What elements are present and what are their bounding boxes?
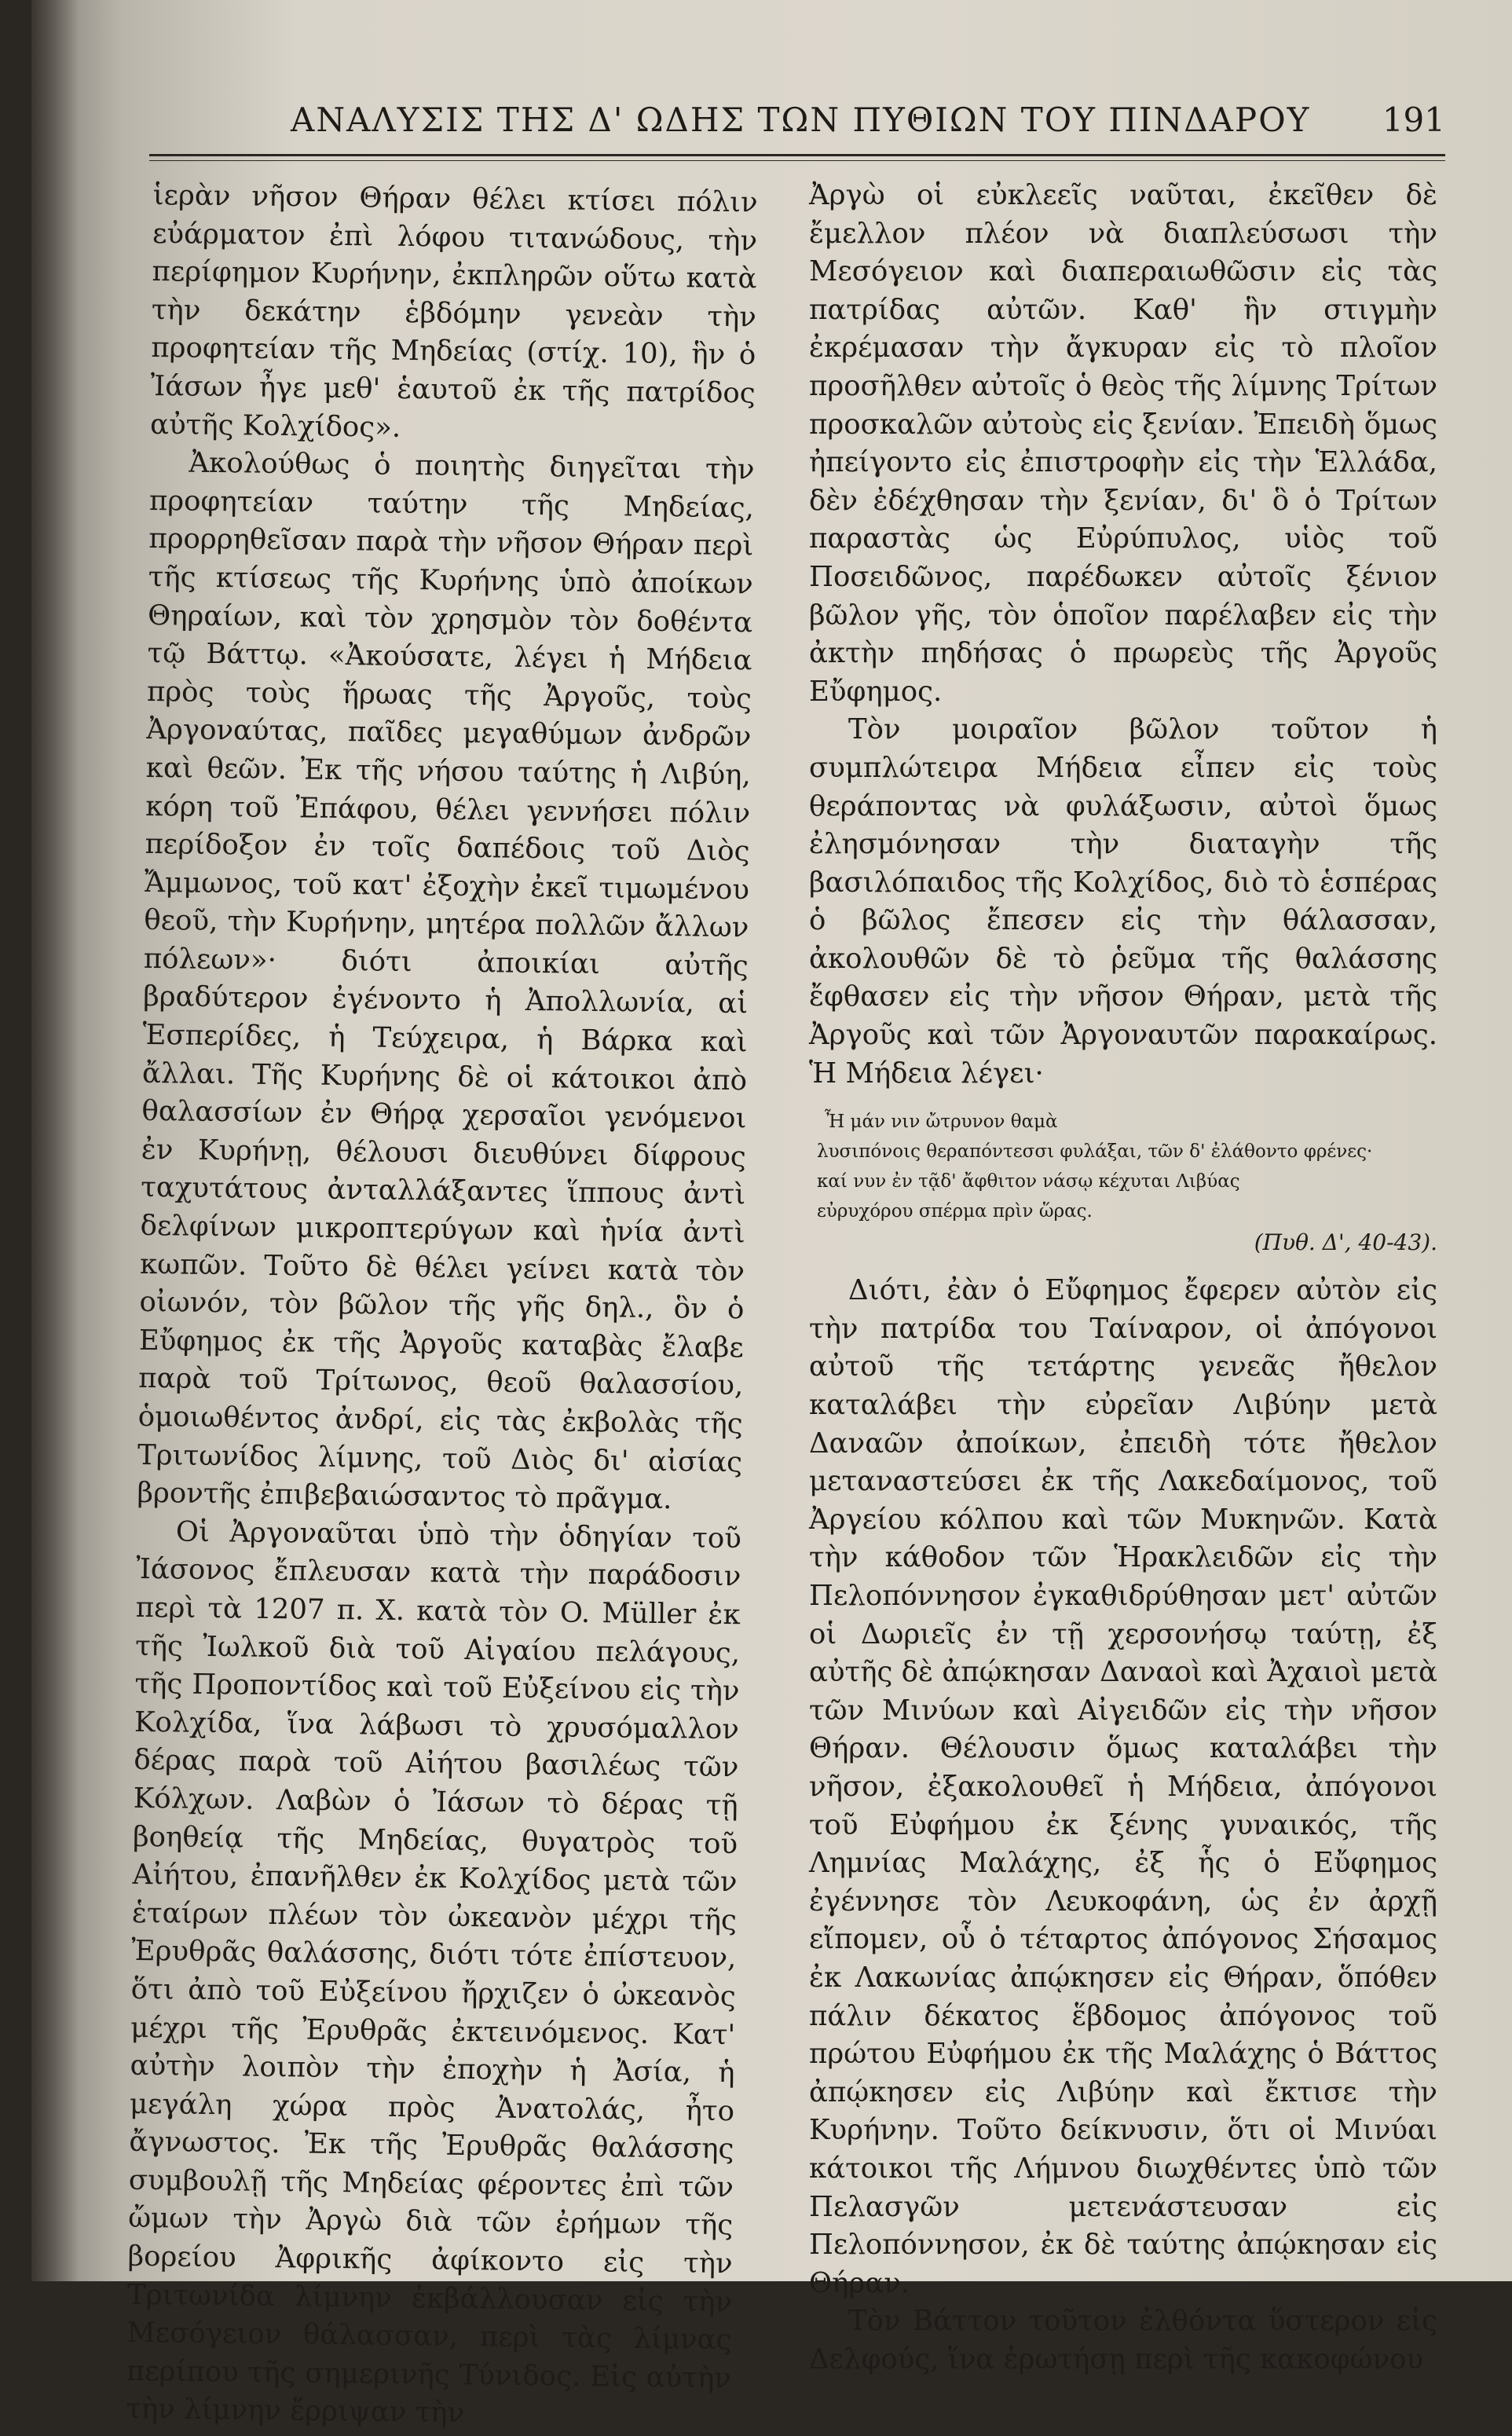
paragraph: Ἀκολούθως ὁ ποιητὴς διηγεῖται τὴν προφητείαν ταύτην τῆς Μηδείας, προρρηθεῖσαν παρὰ τὴν νῆσον Θήραν περὶ τῆς κτίσεως τῆς Κυρήνης ὑπὸ ἀποίκων Θηραίων, καὶ τὸν χρησμὸν τὸν δοθέντα τῷ Βάττῳ. «Ἀκούσατε, λέγει ἡ Μήδεια πρὸς τοὺς ἥρωας τῆς Ἀργοῦς, τοὺς Ἀργοναύτας, παῖδες μεγαθύμων ἀνδρῶν καὶ θεῶν. Ἐκ τῆς νήσου ταύτης ἡ Λιβύη, κόρη τοῦ Ἐπάφου, θέλει γεννήσει πόλιν περίδοξον ἐν τοῖς δαπέδοις τοῦ Διὸς Ἄμμωνος, τοῦ κατ' ἐξοχὴν ἐκεῖ τιμωμένου θεοῦ, τὴν Κυρήνην, μητέρα πολλῶν ἄλλων πόλεων»· διότι ἀποικίαι αὐτῆς βραδύτερον ἐγένοντο ἡ Ἀπολλωνία, αἱ Ἑσπερίδες, ἡ Τεύχειρα, ἡ Βάρκα καὶ ἄλλαι. Τῆς Κυρήνης δὲ οἱ κάτοικοι ἀπὸ θαλασσίων ἐν Θήρᾳ χερσαῖοι γενόμενοι ἐν Κυρήνῃ, θέλουσι διευθύνει δίφρους ταχυτάτους ἀνταλλάξαντες ἵππους ἀντὶ δελφίνων μικροπτερύγων καὶ ἡνία ἀντὶ κωπῶν. Τοῦτο δὲ θέλει γείνει κατὰ τὸν οἰωνόν, τὸν βῶλον τῆς γῆς δηλ., ὃν ὁ Εὔφημος ἐκ τῆς Ἀργοῦς καταβὰς ἔλαβε παρὰ τοῦ Τρίτωνος, θεοῦ θαλασσίου, ὁμοιωθέντος ἀνδρί, εἰς τὰς ἐκβολὰς τῆς Τριτωνίδος λίμνης, τοῦ Διὸς δι' αἰσίας βροντῆς ἐπιβεβαιώσαντος τὸ πρᾶγμα. [137, 446, 755, 1516]
book-page [31, 0, 1512, 2430]
verse-line: Ἦ μάν νιν ὤτρυνον θαμὰ [825, 1112, 1058, 1133]
right-column [809, 177, 1437, 2379]
verse-line: λυσιπόνοις θεραπόντεσσι φυλάξαι, τῶν δ' ἐλάθοντο φρένες· [817, 1141, 1373, 1163]
page-header [243, 101, 1445, 148]
verse-line: καί νυν ἐν τᾷδ' ἄφθιτον νάσῳ κέχυται Λιβύας [817, 1171, 1240, 1192]
binding-shadow [31, 0, 79, 2281]
paragraph: Διότι, ἐὰν ὁ Εὔφημος ἔφερεν αὐτὸν εἰς τὴν πατρίδα του Ταίναρον, οἱ ἀπόγονοι αὐτοῦ τῆς τετάρτης γενεᾶς ἤθελον καταλάβει τὴν εὐρεῖαν Λιβύην μετὰ Δαναῶν ἀποίκων, ἐπειδὴ τότε ἤθελον μεταναστεύσει ἐκ τῆς Λακεδαίμονος, τοῦ Ἀργείου κόλπου καὶ τῶν Μυκηνῶν. Κατὰ τὴν κάθοδον τῶν Ἡρακλειδῶν εἰς τὴν Πελοπόννησον ἐγκαθιδρύθησαν μετ' αὐτῶν οἱ Δωριεῖς ἐν τῇ χερσονήσῳ ταύτῃ, ἐξ αὐτῆς δὲ ἀπῴκησαν Δαναοὶ καὶ Ἀχαιοὶ μετὰ τῶν Μινύων καὶ Αἰγειδῶν εἰς τὴν νῆσον Θήραν. Θέλουσιν ὅμως καταλάβει τὴν νῆσον, ἐξακολουθεῖ ἡ Μήδεια, ἀπόγονοι τοῦ Εὐφήμου ἐκ ξένης γυναικός, τῆς Λημνίας Μαλάχης, ἐξ ἧς ὁ Εὔφημος ἐγέννησε τὸν Λευκοφάνη, ὡς ἐν ἀρχῇ εἴπομεν, οὗ ὁ τέταρτος ἀπόγονος Σήσαμος ἐκ Λακωνίας ἀπῴκησεν εἰς Θήραν, ὅπόθεν πάλιν δέκατος ἕβδομος ἀπόγονος τοῦ πρώτου Εὐφήμου ἐκ τῆς Μαλάχης ὁ Βάττος ἀπῴκησεν εἰς Λιβύην καὶ ἔκτισε τὴν Κυρήνην. Τοῦτο δείκνυσιν, ὅτι οἱ Μινύαι κάτοικοι τῆς Λήμνου διωχθέντες ὑπὸ τῶν Πελασγῶν μετενάστευσαν εἰς Πελοπόννησον, ἐκ δὲ ταύτης ἀπῴκησαν εἰς Θήραν. [809, 1274, 1437, 2299]
verse-citation: (Πυθ. Δ', 40-43). [1254, 1229, 1437, 1256]
header-rule [149, 154, 1445, 161]
page-number: 191 [1382, 101, 1445, 139]
paragraph: Ἀργὼ οἱ εὐκλεεῖς ναῦται, ἐκεῖθεν δὲ ἔμελλον πλέον νὰ διαπλεύσωσι τὴν Μεσόγειον καὶ διαπεραιωθῶσιν εἰς τὰς πατρίδας αὐτῶν. Καθ' ἣν στιγμὴν ἐκρέμασαν τὴν ἄγκυραν εἰς τὸ πλοῖον προσῆλθεν αὐτοῖς ὁ θεὸς τῆς λίμνης Τρίτων προσκαλῶν αὐτοὺς εἰς ξενίαν. Ἐπειδὴ ὅμως ἠπείγοντο εἰς ἐπιστροφὴν εἰς τὴν Ἑλλάδα, δὲν ἐδέχθησαν τὴν ξενίαν, δι' ὃ ὁ Τρίτων παραστὰς ὡς Εὐρύπυλος, υἱὸς τοῦ Ποσειδῶνος, παρέδωκεν αὐτοῖς ξένιον βῶλον γῆς, τὸν ὁποῖον παρέλαβεν εἰς τὴν ἀκτὴν πηδήσας ὁ πρωρεὺς τῆς Ἀργοῦς Εὔφημος. [809, 179, 1437, 708]
verse-line: εὐρυχόρου σπέρμα πρὶν ὥρας. [817, 1201, 1093, 1222]
left-column [126, 177, 758, 2436]
paragraph: Τὸν Βάττον τοῦτον ἐλθόντα ὕστερον εἰς Δελφούς, ἵνα ἐρωτήσῃ περὶ τῆς κακοφώνου [809, 2305, 1437, 2376]
paragraph: ἱερὰν νῆσον Θήραν θέλει κτίσει πόλιν εὐάρματον ἐπὶ λόφου τιτανώδους, τὴν περίφημον Κυρήνην, ἐκπληρῶν οὕτω κατὰ τὴν δεκάτην ἑβδόμην γενεὰν τὴν προφητείαν τῆς Μηδείας (στίχ. 10), ἣν ὁ Ἰάσων ἦγε μεθ' ἑαυτοῦ ἐκ τῆς πατρίδος αὐτῆς Κολχίδος». [149, 178, 758, 444]
running-title: ΑΝΑΛΥΣΙΣ ΤΗΣ Δ' ΩΔΗΣ ΤΩΝ ΠΥΘΙΩΝ ΤΟΥ ΠΙΝΔΑΡΟΥ [291, 101, 1311, 139]
verse-quotation [809, 1107, 1437, 1258]
paragraph: Τὸν μοιραῖον βῶλον τοῦτον ἡ συμπλώτειρα Μήδεια εἶπεν εἰς τοὺς θεράποντας νὰ φυλάξωσιν, αὐτοὶ ὅμως ἐλησμόνησαν τὴν διαταγὴν τῆς βασιλόπαιδος τῆς Κολχίδος, διὸ τὸ ἑσπέρας ὁ βῶλος ἔπεσεν εἰς τὴν θάλασσαν, ἀκολουθῶν δὲ τὸ ῥεῦμα τῆς θαλάσσης ἔφθασεν εἰς τὴν νῆσον Θήραν, μετὰ τῆς Ἀργοῦς καὶ τῶν Ἀργοναυτῶν παρακαίρως. Ἡ Μήδεια λέγει· [809, 713, 1437, 1090]
paragraph: Οἱ Ἀργοναῦται ὑπὸ τὴν ὁδηγίαν τοῦ Ἰάσονος ἔπλευσαν κατὰ τὴν παράδοσιν περὶ τὰ 1207 π. Χ. κατὰ τὸν O. Müller ἐκ τῆς Ἰωλκοῦ διὰ τοῦ Αἰγαίου πελάγους, τῆς Προποντίδος καὶ τοῦ Εὐξείνου εἰς τὴν Κολχίδα, ἵνα λάβωσι τὸ χρυσόμαλλον δέρας παρὰ τοῦ Αἰήτου βασιλέως τῶν Κόλχων. Λαβὼν ὁ Ἰάσων τὸ δέρας τῇ βοηθείᾳ τῆς Μηδείας, θυγατρὸς τοῦ Αἰήτου, ἐπανῆλθεν ἐκ Κολχίδος μετὰ τῶν ἑταίρων πλέων τὸν ὠκεανὸν μέχρι τῆς Ἐρυθρᾶς θαλάσσης, διότι τότε ἐπίστευον, ὅτι ἀπὸ τοῦ Εὐξείνου ἤρχιζεν ὁ ὠκεανὸς μέχρι τῆς Ἐρυθρᾶς ἐκτεινόμενος. Κατ' αὐτὴν λοιπὸν τὴν ἐποχὴν ἡ Ἀσία, ἡ μεγάλη χώρα πρὸς Ἀνατολάς, ἦτο ἄγνωστος. Ἐκ τῆς Ἐρυθρᾶς θαλάσσης συμβουλῇ τῆς Μηδείας φέροντες ἐπὶ τῶν ὤμων τὴν Ἀργὼ διὰ τῶν ἐρήμων τῆς βορείου Ἀφρικῆς ἀφίκοντο εἰς τὴν Τριτωνίδα λίμνην ἐκβάλλουσαν εἰς τὴν Μεσόγειον θάλασσαν, περὶ τὰς λίμνας περίπου τῆς σημερινῆς Τύνιδος. Εἰς αὐτὴν τὴν λίμνην ἔρριψαν τὴν [126, 1515, 742, 2430]
